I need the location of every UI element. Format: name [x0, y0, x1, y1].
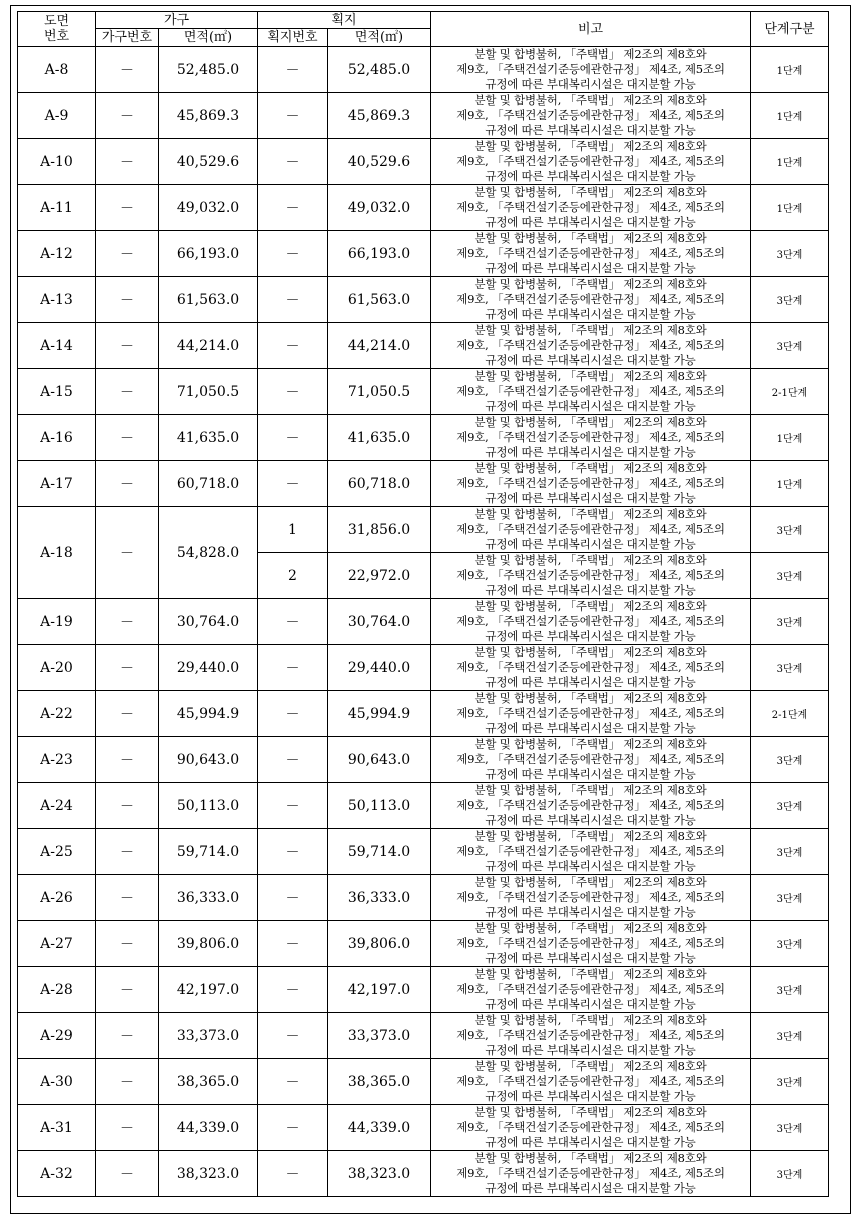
remark-cell: [431, 599, 751, 645]
household-no-cell: －: [96, 139, 159, 185]
table-row: [18, 507, 829, 553]
drawing-no-cell: A-25: [18, 829, 96, 875]
remark-text: 분할 및 합병불허, 「주택법」 제2조의 제8호와 제9호, 「주택건설기준등에관한규정」 제4조, 제5조의 규정에 따른 부대복리시설은 대지분할 가능: [456, 93, 725, 137]
lot-no-cell: －: [258, 323, 328, 369]
household-no-cell: －: [96, 1151, 159, 1197]
household-area-cell: 44,214.0: [159, 323, 258, 369]
household-no-cell: －: [96, 93, 159, 139]
stage-cell: 1단계: [751, 185, 829, 231]
remark-text: 분할 및 합병불허, 「주택법」 제2조의 제8호와 제9호, 「주택건설기준등에관한규정」 제4조, 제5조의 규정에 따른 부대복리시설은 대지분할 가능: [456, 139, 725, 183]
remark-text: 분할 및 합병불허, 「주택법」 제2조의 제8호와 제9호, 「주택건설기준등에관한규정」 제4조, 제5조의 규정에 따른 부대복리시설은 대지분할 가능: [456, 967, 725, 1011]
stage-cell: 2-1단계: [751, 369, 829, 415]
lot-area-cell: 49,032.0: [328, 185, 431, 231]
household-no-cell: －: [96, 967, 159, 1013]
remark-cell: [431, 415, 751, 461]
lot-no-cell: －: [258, 231, 328, 277]
household-area-cell: 45,994.9: [159, 691, 258, 737]
lot-no-cell: －: [258, 1013, 328, 1059]
drawing-no-cell: A-11: [18, 185, 96, 231]
header-household-group: 가구: [96, 12, 258, 29]
household-no-cell: －: [96, 691, 159, 737]
remark-cell: [431, 645, 751, 691]
household-no-cell: －: [96, 185, 159, 231]
lot-no-cell: －: [258, 875, 328, 921]
lot-area-cell: 44,214.0: [328, 323, 431, 369]
table-row: [18, 599, 829, 645]
table-row: [18, 783, 829, 829]
household-no-cell: －: [96, 323, 159, 369]
household-no-cell: －: [96, 1013, 159, 1059]
household-no-cell: －: [96, 277, 159, 323]
remark-cell: [431, 369, 751, 415]
lot-no-cell: －: [258, 139, 328, 185]
table-row: [18, 1151, 829, 1197]
remark-text: 분할 및 합병불허, 「주택법」 제2조의 제8호와 제9호, 「주택건설기준등에관한규정」 제4조, 제5조의 규정에 따른 부대복리시설은 대지분할 가능: [456, 1105, 725, 1149]
remark-cell: [431, 691, 751, 737]
remark-text: 분할 및 합병불허, 「주택법」 제2조의 제8호와 제9호, 「주택건설기준등에관한규정」 제4조, 제5조의 규정에 따른 부대복리시설은 대지분할 가능: [456, 323, 725, 367]
household-area-cell: 42,197.0: [159, 967, 258, 1013]
household-no-cell: －: [96, 921, 159, 967]
household-no-cell: －: [96, 47, 159, 93]
lot-no-cell: －: [258, 369, 328, 415]
remark-text: 분할 및 합병불허, 「주택법」 제2조의 제8호와 제9호, 「주택건설기준등에관한규정」 제4조, 제5조의 규정에 따른 부대복리시설은 대지분할 가능: [456, 691, 725, 735]
header-drawing-no: [18, 12, 96, 47]
lot-area-cell: 60,718.0: [328, 461, 431, 507]
stage-cell: 3단계: [751, 1013, 829, 1059]
lot-area-cell: 31,856.0: [328, 507, 431, 553]
stage-cell: 3단계: [751, 599, 829, 645]
remark-text: 분할 및 합병불허, 「주택법」 제2조의 제8호와 제9호, 「주택건설기준등에관한규정」 제4조, 제5조의 규정에 따른 부대복리시설은 대지분할 가능: [456, 277, 725, 321]
drawing-no-cell: A-15: [18, 369, 96, 415]
table-row: [18, 691, 829, 737]
stage-cell: 3단계: [751, 323, 829, 369]
remark-cell: [431, 829, 751, 875]
lot-area-cell: 41,635.0: [328, 415, 431, 461]
drawing-no-cell: A-31: [18, 1105, 96, 1151]
stage-cell: 3단계: [751, 829, 829, 875]
stage-cell: 3단계: [751, 1151, 829, 1197]
drawing-no-cell: A-29: [18, 1013, 96, 1059]
remark-text: 분할 및 합병불허, 「주택법」 제2조의 제8호와 제9호, 「주택건설기준등에관한규정」 제4조, 제5조의 규정에 따른 부대복리시설은 대지분할 가능: [456, 415, 725, 459]
table-row: [18, 461, 829, 507]
table-row: [18, 645, 829, 691]
household-no-cell: －: [96, 507, 159, 599]
lot-area-cell: 39,806.0: [328, 921, 431, 967]
remark-cell: [431, 93, 751, 139]
lot-no-cell: －: [258, 783, 328, 829]
lot-area-cell: 22,972.0: [328, 553, 431, 599]
drawing-no-cell: A-27: [18, 921, 96, 967]
lot-no-cell: －: [258, 461, 328, 507]
header-household-area: 면적(㎡): [159, 29, 258, 47]
header-lot-group: 획지: [258, 12, 431, 29]
household-area-cell: 60,718.0: [159, 461, 258, 507]
remark-cell: [431, 967, 751, 1013]
remark-text: 분할 및 합병불허, 「주택법」 제2조의 제8호와 제9호, 「주택건설기준등에관한규정」 제4조, 제5조의 규정에 따른 부대복리시설은 대지분할 가능: [456, 369, 725, 413]
lot-no-cell: 2: [258, 553, 328, 599]
household-no-cell: －: [96, 645, 159, 691]
lot-area-cell: 45,994.9: [328, 691, 431, 737]
remark-text: 분할 및 합병불허, 「주택법」 제2조의 제8호와 제9호, 「주택건설기준등에관한규정」 제4조, 제5조의 규정에 따른 부대복리시설은 대지분할 가능: [456, 47, 725, 91]
household-area-cell: 71,050.5: [159, 369, 258, 415]
remark-cell: [431, 1059, 751, 1105]
remark-text: 분할 및 합병불허, 「주택법」 제2조의 제8호와 제9호, 「주택건설기준등에관한규정」 제4조, 제5조의 규정에 따른 부대복리시설은 대지분할 가능: [456, 737, 725, 781]
table-row: [18, 967, 829, 1013]
drawing-no-cell: A-17: [18, 461, 96, 507]
lot-area-cell: 33,373.0: [328, 1013, 431, 1059]
household-area-cell: 29,440.0: [159, 645, 258, 691]
header-stage: 단계구분: [751, 12, 829, 47]
header-household-no: 가구번호: [96, 29, 159, 47]
table-row: [18, 1105, 829, 1151]
remark-text: 분할 및 합병불허, 「주택법」 제2조의 제8호와 제9호, 「주택건설기준등에관한규정」 제4조, 제5조의 규정에 따른 부대복리시설은 대지분할 가능: [456, 921, 725, 965]
remark-text: 분할 및 합병불허, 「주택법」 제2조의 제8호와 제9호, 「주택건설기준등에관한규정」 제4조, 제5조의 규정에 따른 부대복리시설은 대지분할 가능: [456, 461, 725, 505]
drawing-no-cell: A-32: [18, 1151, 96, 1197]
table-row: [18, 829, 829, 875]
stage-cell: 1단계: [751, 139, 829, 185]
table-row: [18, 1013, 829, 1059]
table-row: [18, 277, 829, 323]
lot-no-cell: －: [258, 829, 328, 875]
drawing-no-cell: A-23: [18, 737, 96, 783]
remark-cell: [431, 277, 751, 323]
table-body: [18, 47, 829, 1197]
remark-text: 분할 및 합병불허, 「주택법」 제2조의 제8호와 제9호, 「주택건설기준등에관한규정」 제4조, 제5조의 규정에 따른 부대복리시설은 대지분할 가능: [456, 645, 725, 689]
household-no-cell: －: [96, 599, 159, 645]
household-no-cell: －: [96, 1105, 159, 1151]
table-row: [18, 139, 829, 185]
household-area-cell: 45,869.3: [159, 93, 258, 139]
remark-cell: [431, 1105, 751, 1151]
lot-area-cell: 38,365.0: [328, 1059, 431, 1105]
table-row: [18, 93, 829, 139]
stage-cell: 1단계: [751, 47, 829, 93]
remark-cell: [431, 461, 751, 507]
household-area-cell: 61,563.0: [159, 277, 258, 323]
drawing-no-cell: A-18: [18, 507, 96, 599]
remark-text: 분할 및 합병불허, 「주택법」 제2조의 제8호와 제9호, 「주택건설기준등에관한규정」 제4조, 제5조의 규정에 따른 부대복리시설은 대지분할 가능: [456, 829, 725, 873]
drawing-no-cell: A-13: [18, 277, 96, 323]
remark-cell: [431, 185, 751, 231]
remark-cell: [431, 553, 751, 599]
stage-cell: 2-1단계: [751, 691, 829, 737]
remark-cell: [431, 921, 751, 967]
lot-area-cell: 59,714.0: [328, 829, 431, 875]
lot-area-cell: 71,050.5: [328, 369, 431, 415]
household-no-cell: －: [96, 783, 159, 829]
lot-no-cell: －: [258, 1059, 328, 1105]
remark-cell: [431, 737, 751, 783]
household-area-cell: 50,113.0: [159, 783, 258, 829]
table-row: [18, 185, 829, 231]
stage-cell: 1단계: [751, 93, 829, 139]
household-no-cell: －: [96, 369, 159, 415]
remark-cell: [431, 783, 751, 829]
drawing-no-cell: A-9: [18, 93, 96, 139]
table-row: [18, 875, 829, 921]
lot-no-cell: －: [258, 1105, 328, 1151]
remark-cell: [431, 139, 751, 185]
lot-area-cell: 50,113.0: [328, 783, 431, 829]
lot-no-cell: －: [258, 737, 328, 783]
household-area-cell: 49,032.0: [159, 185, 258, 231]
lot-area-cell: 66,193.0: [328, 231, 431, 277]
household-area-cell: 38,323.0: [159, 1151, 258, 1197]
drawing-no-cell: A-10: [18, 139, 96, 185]
table-row: [18, 737, 829, 783]
remark-text: 분할 및 합병불허, 「주택법」 제2조의 제8호와 제9호, 「주택건설기준등에관한규정」 제4조, 제5조의 규정에 따른 부대복리시설은 대지분할 가능: [456, 185, 725, 229]
lot-area-cell: 52,485.0: [328, 47, 431, 93]
stage-cell: 3단계: [751, 1059, 829, 1105]
lot-area-cell: 61,563.0: [328, 277, 431, 323]
household-no-cell: －: [96, 231, 159, 277]
drawing-no-cell: A-14: [18, 323, 96, 369]
remark-text: 분할 및 합병불허, 「주택법」 제2조의 제8호와 제9호, 「주택건설기준등에관한규정」 제4조, 제5조의 규정에 따른 부대복리시설은 대지분할 가능: [456, 875, 725, 919]
header-lot-area: 면적(㎡): [328, 29, 431, 47]
stage-cell: 1단계: [751, 461, 829, 507]
lot-area-cell: 30,764.0: [328, 599, 431, 645]
table-row: [18, 1059, 829, 1105]
remark-text: 분할 및 합병불허, 「주택법」 제2조의 제8호와 제9호, 「주택건설기준등에관한규정」 제4조, 제5조의 규정에 따른 부대복리시설은 대지분할 가능: [456, 783, 725, 827]
lot-area-cell: 40,529.6: [328, 139, 431, 185]
household-area-cell: 66,193.0: [159, 231, 258, 277]
lot-no-cell: －: [258, 967, 328, 1013]
remark-text: 분할 및 합병불허, 「주택법」 제2조의 제8호와 제9호, 「주택건설기준등에관한규정」 제4조, 제5조의 규정에 따른 부대복리시설은 대지분할 가능: [456, 553, 725, 597]
remark-cell: [431, 1013, 751, 1059]
drawing-no-cell: A-20: [18, 645, 96, 691]
stage-cell: 3단계: [751, 645, 829, 691]
household-area-cell: 38,365.0: [159, 1059, 258, 1105]
stage-cell: 3단계: [751, 737, 829, 783]
remark-cell: [431, 875, 751, 921]
stage-cell: 3단계: [751, 277, 829, 323]
lot-area-cell: 38,323.0: [328, 1151, 431, 1197]
household-area-cell: 36,333.0: [159, 875, 258, 921]
lot-no-cell: －: [258, 185, 328, 231]
remark-text: 분할 및 합병불허, 「주택법」 제2조의 제8호와 제9호, 「주택건설기준등에관한규정」 제4조, 제5조의 규정에 따른 부대복리시설은 대지분할 가능: [456, 507, 725, 551]
stage-cell: 3단계: [751, 921, 829, 967]
header-lot-no: 획지번호: [258, 29, 328, 47]
remark-cell: [431, 47, 751, 93]
table-row: [18, 323, 829, 369]
stage-cell: 3단계: [751, 1105, 829, 1151]
lot-area-cell: 36,333.0: [328, 875, 431, 921]
drawing-no-cell: A-26: [18, 875, 96, 921]
household-area-cell: 41,635.0: [159, 415, 258, 461]
table-row: [18, 415, 829, 461]
stage-cell: 3단계: [751, 507, 829, 553]
lot-table: [17, 11, 829, 1197]
household-no-cell: －: [96, 415, 159, 461]
lot-area-cell: 29,440.0: [328, 645, 431, 691]
table-row: [18, 921, 829, 967]
lot-no-cell: －: [258, 599, 328, 645]
lot-no-cell: －: [258, 1151, 328, 1197]
household-no-cell: －: [96, 875, 159, 921]
household-no-cell: －: [96, 1059, 159, 1105]
lot-no-cell: －: [258, 691, 328, 737]
household-area-cell: 54,828.0: [159, 507, 258, 599]
remark-text: 분할 및 합병불허, 「주택법」 제2조의 제8호와 제9호, 「주택건설기준등에관한규정」 제4조, 제5조의 규정에 따른 부대복리시설은 대지분할 가능: [456, 231, 725, 275]
drawing-no-cell: A-12: [18, 231, 96, 277]
drawing-no-cell: A-24: [18, 783, 96, 829]
table-row: [18, 47, 829, 93]
household-no-cell: －: [96, 829, 159, 875]
stage-cell: 3단계: [751, 553, 829, 599]
household-area-cell: 30,764.0: [159, 599, 258, 645]
lot-no-cell: －: [258, 93, 328, 139]
household-area-cell: 52,485.0: [159, 47, 258, 93]
remark-text: 분할 및 합병불허, 「주택법」 제2조의 제8호와 제9호, 「주택건설기준등에관한규정」 제4조, 제5조의 규정에 따른 부대복리시설은 대지분할 가능: [456, 1013, 725, 1057]
drawing-no-cell: A-22: [18, 691, 96, 737]
stage-cell: 3단계: [751, 783, 829, 829]
household-area-cell: 33,373.0: [159, 1013, 258, 1059]
household-area-cell: 59,714.0: [159, 829, 258, 875]
stage-cell: 3단계: [751, 231, 829, 277]
remark-text: 분할 및 합병불허, 「주택법」 제2조의 제8호와 제9호, 「주택건설기준등에관한규정」 제4조, 제5조의 규정에 따른 부대복리시설은 대지분할 가능: [456, 1059, 725, 1103]
stage-cell: 3단계: [751, 967, 829, 1013]
household-area-cell: 40,529.6: [159, 139, 258, 185]
lot-no-cell: －: [258, 645, 328, 691]
lot-area-cell: 90,643.0: [328, 737, 431, 783]
table-row: [18, 231, 829, 277]
lot-no-cell: －: [258, 47, 328, 93]
drawing-no-cell: A-19: [18, 599, 96, 645]
lot-area-cell: 45,869.3: [328, 93, 431, 139]
stage-cell: 1단계: [751, 415, 829, 461]
household-area-cell: 90,643.0: [159, 737, 258, 783]
remark-cell: [431, 231, 751, 277]
drawing-no-cell: A-16: [18, 415, 96, 461]
household-area-cell: 44,339.0: [159, 1105, 258, 1151]
drawing-no-cell: A-30: [18, 1059, 96, 1105]
lot-no-cell: －: [258, 921, 328, 967]
remark-cell: [431, 323, 751, 369]
lot-area-cell: 44,339.0: [328, 1105, 431, 1151]
lot-area-cell: 42,197.0: [328, 967, 431, 1013]
drawing-no-cell: A-28: [18, 967, 96, 1013]
lot-no-cell: －: [258, 277, 328, 323]
lot-no-cell: 1: [258, 507, 328, 553]
stage-cell: 3단계: [751, 875, 829, 921]
remark-cell: [431, 1151, 751, 1197]
household-no-cell: －: [96, 461, 159, 507]
table-row: [18, 369, 829, 415]
header-drawing-no-text: 도면 번호: [43, 14, 70, 44]
household-no-cell: －: [96, 737, 159, 783]
household-area-cell: 39,806.0: [159, 921, 258, 967]
remark-cell: [431, 507, 751, 553]
remark-text: 분할 및 합병불허, 「주택법」 제2조의 제8호와 제9호, 「주택건설기준등에관한규정」 제4조, 제5조의 규정에 따른 부대복리시설은 대지분할 가능: [456, 599, 725, 643]
drawing-no-cell: A-8: [18, 47, 96, 93]
remark-text: 분할 및 합병불허, 「주택법」 제2조의 제8호와 제9호, 「주택건설기준등에관한규정」 제4조, 제5조의 규정에 따른 부대복리시설은 대지분할 가능: [456, 1151, 725, 1195]
lot-no-cell: －: [258, 415, 328, 461]
header-remark: 비고: [431, 12, 751, 47]
